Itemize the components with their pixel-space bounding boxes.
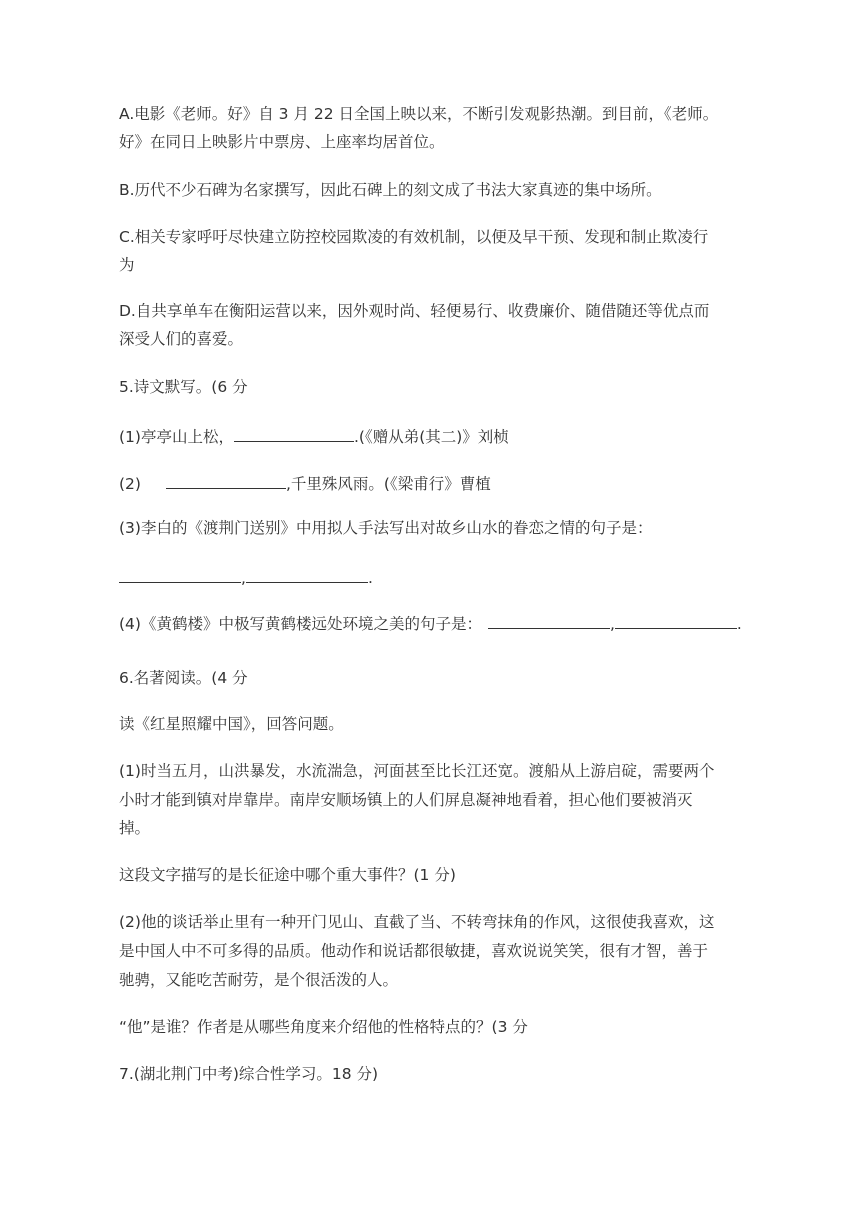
- question-5-4-prefix: (4)《黄鹤楼》中极写黄鹤楼远处环境之美的句子是：: [119, 615, 482, 633]
- question-5-2: [119, 474, 491, 493]
- question-6-2-line-2: 是中国人中不可多得的品质。他动作和说话都很敏捷，喜欢说说笑笑，很有才智，善于: [119, 942, 709, 960]
- blank-end: .: [367, 569, 373, 587]
- question-5-3: (3)李白的《渡荆门送别》中用拟人手法写出对故乡山水的眷恋之情的句子是：: [119, 519, 653, 537]
- option-c-line-2: 为: [119, 256, 135, 274]
- question-5-1-prefix: (1)亭亭山上松，: [119, 428, 234, 446]
- option-a-line-1: A.电影《老师。好》自 3 月 22 日全国上映以来，不断引发观影热潮。到目前，《老师。: [119, 105, 719, 123]
- question-5-4: [119, 614, 742, 633]
- question-5-2-suffix: ,千里殊风雨。(《梁甫行》曹植: [285, 475, 491, 493]
- option-d-line-2: 深受人们的喜爱。: [119, 330, 244, 348]
- question-6-heading: 6.名著阅读。(4 分: [119, 669, 248, 687]
- answer-blank[interactable]: [234, 427, 354, 442]
- question-5-1-suffix: .(《赠从弟(其二)》刘桢: [353, 428, 509, 446]
- question-6-1-line-2: 小时才能到镇对岸靠岸。南岸安顺场镇上的人们屏息凝神地看着，担心他们要被消灭: [119, 791, 693, 809]
- question-5-3-answer: [119, 568, 373, 587]
- option-c-line-1: C.相关专家呼吁尽快建立防控校园欺凌的有效机制，以便及早干预、发现和制止欺凌行: [119, 228, 709, 246]
- answer-blank[interactable]: [488, 614, 610, 629]
- question-6-1-line-3: 掉。: [119, 819, 151, 837]
- question-5-heading: 5.诗文默写。(6 分: [119, 378, 248, 396]
- question-6-intro: 读《红星照耀中国》，回答问题。: [119, 715, 344, 733]
- blank-separator: ,: [241, 569, 246, 587]
- option-a-line-2: 好》在同日上映影片中票房、上座率均居首位。: [119, 133, 445, 151]
- answer-blank[interactable]: [166, 474, 286, 489]
- question-6-2-line-1: (2)他的谈话举止里有一种开门见山、直截了当、不转弯抹角的作风，这很使我喜欢，这: [119, 913, 715, 931]
- question-6-1-line-1: (1)时当五月，山洪暴发，水流湍急，河面甚至比长江还宽。渡船从上游启碇，需要两个: [119, 762, 715, 780]
- question-6-1-prompt: 这段文字描写的是长征途中哪个重大事件？(1 分): [119, 866, 456, 884]
- option-d-line-1: D.自共享单车在衡阳运营以来，因外观时尚、轻便易行、收费廉价、随借随还等优点而: [119, 302, 710, 320]
- answer-blank[interactable]: [119, 568, 241, 583]
- question-5-2-prefix: (2): [119, 475, 141, 493]
- blank-separator: ,: [609, 615, 615, 633]
- option-b-line-1: B.历代不少石碑为名家撰写，因此石碑上的刻文成了书法大家真迹的集中场所。: [119, 181, 662, 199]
- question-6-2-line-3: 驰骋，又能吃苦耐劳，是个很活泼的人。: [119, 971, 399, 989]
- blank-end: .: [736, 615, 742, 633]
- question-6-2-prompt: “他”是谁？作者是从哪些角度来介绍他的性格特点的？(3 分: [119, 1018, 528, 1036]
- question-5-1: [119, 427, 509, 446]
- answer-blank[interactable]: [246, 568, 368, 583]
- question-7-heading: 7.(湖北荆门中考)综合性学习。18 分): [119, 1065, 379, 1083]
- answer-blank[interactable]: [615, 614, 737, 629]
